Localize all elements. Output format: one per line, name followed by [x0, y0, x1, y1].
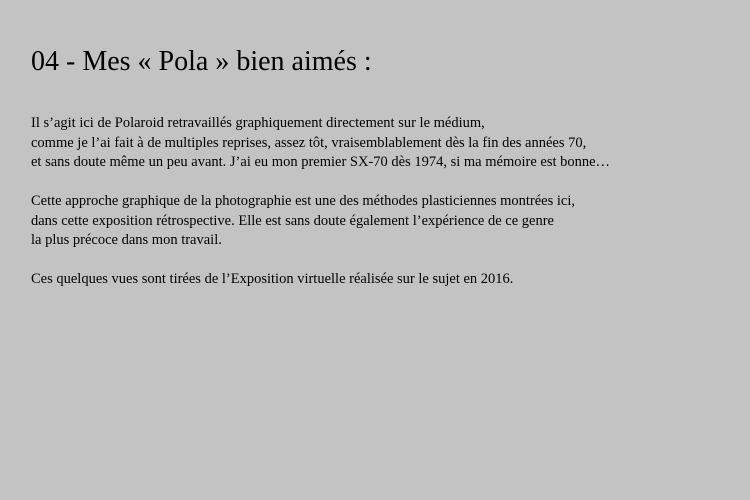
text-line: Il s’agit ici de Polaroid retravaillés graphiquement directement sur le médium,	[31, 115, 485, 131]
text-line: et sans doute même un peu avant. J’ai eu mon premier SX-70 dès 1974, si ma mémoire est bonne…	[31, 154, 611, 170]
page-title: 04 - Mes « Pola » bien aimés :	[31, 46, 372, 77]
text-line: Ces quelques vues sont tirées de l’Exposition virtuelle réalisée sur le sujet en 2016.	[31, 271, 514, 287]
page-content	[31, 44, 731, 309]
text-line: la plus précoce dans mon travail.	[31, 232, 222, 248]
text-line: comme je l’ai fait à de multiples reprises, assez tôt, vraisemblablement dès la fin des années 70,	[31, 134, 587, 151]
paragraph-virtual-exhibition	[31, 270, 731, 290]
body-text	[31, 114, 731, 290]
text-line: dans cette exposition rétrospective. Elle est sans doute également l’expérience de ce genre	[31, 212, 554, 229]
paragraph-polaroid-intro	[31, 114, 731, 173]
paragraph-graphic-approach	[31, 192, 731, 251]
text-line: Cette approche graphique de la photographie est une des méthodes plasticiennes montrées ici,	[31, 193, 575, 209]
